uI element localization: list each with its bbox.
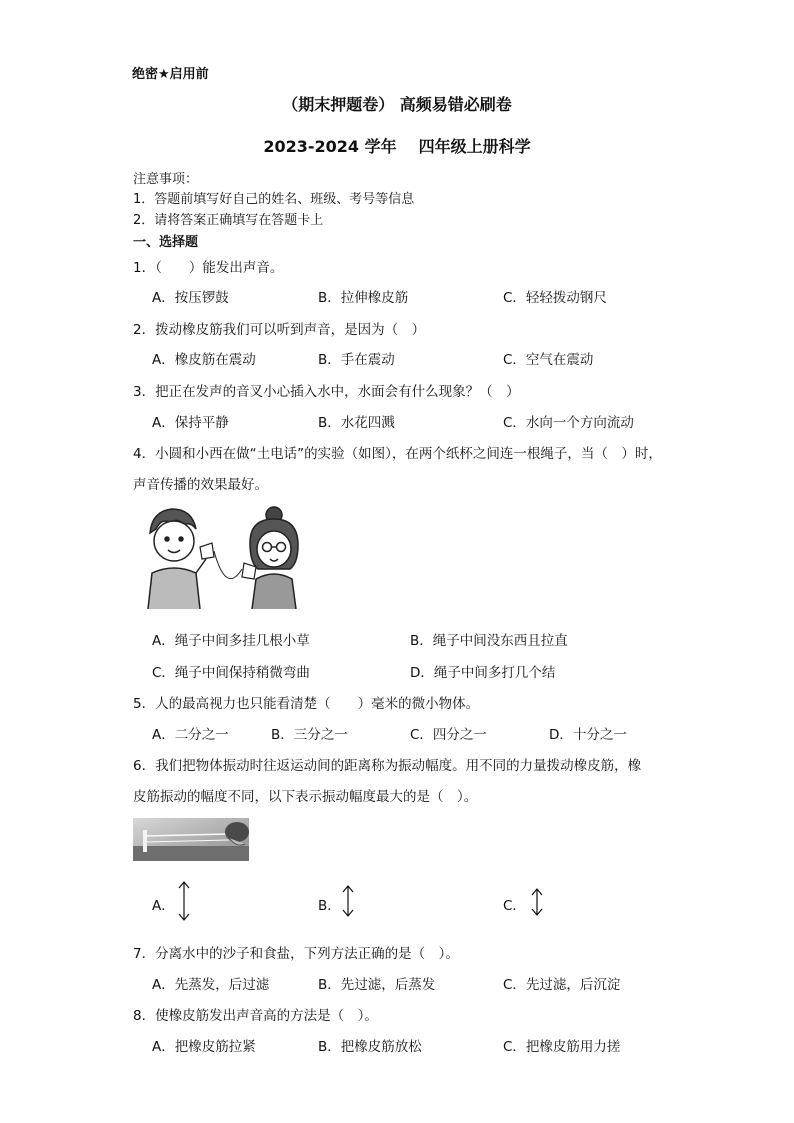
secret-label: 绝密★启用前	[132, 67, 209, 82]
question-4-stem-line1: 4．小圆和小西在做“土电话”的实验（如图），在两个纸杯之间连一根绳子，当（ ）时，	[133, 446, 662, 462]
exam-subtitle	[0, 134, 794, 157]
exam-title: （期末押题卷） 高频易错必刷卷	[282, 95, 512, 114]
paper-cups	[200, 543, 256, 579]
girl-figure	[250, 507, 298, 609]
question-3-stem: 3．把正在发声的音叉小心插入水中，水面会有什么现象？（ ）	[133, 384, 520, 400]
question-5-option-b[interactable]: B．三分之一	[271, 727, 348, 743]
string-line	[214, 551, 242, 579]
question-4-option-d[interactable]: D．绳子中间多打几个结	[410, 665, 556, 681]
question-7-stem: 7．分离水中的沙子和食盐，下列方法正确的是（ ）。	[133, 946, 459, 962]
question-7-option-b[interactable]: B．先过滤，后蒸发	[318, 977, 436, 993]
question-6-option-c[interactable]: C．	[503, 898, 526, 914]
question-7-option-c[interactable]: C．先过滤，后沉淀	[503, 977, 621, 993]
question-7-option-a[interactable]: A．先蒸发，后过滤	[152, 977, 270, 993]
medium-amplitude-arrow-icon	[340, 884, 356, 918]
question-8-option-a[interactable]: A．把橡皮筋拉紧	[152, 1039, 256, 1055]
question-4-option-c[interactable]: C．绳子中间保持稍微弯曲	[152, 665, 310, 681]
small-amplitude-arrow-icon	[529, 887, 545, 917]
question-5-stem: 5．人的最高视力也只能看清楚（ ）毫米的微小物体。	[133, 696, 480, 712]
question-4-option-a[interactable]: A．绳子中间多挂几根小草	[152, 633, 310, 649]
question-6-stem-line2: 皮筋振动的幅度不同，以下表示振动幅度最大的是（ ）。	[133, 789, 478, 805]
subject-name: 四年级上册科学	[418, 137, 531, 156]
question-3-option-c[interactable]: C．水向一个方向流动	[503, 415, 634, 431]
question-5-option-a[interactable]: A．二分之一	[152, 727, 229, 743]
question-8-stem: 8．使橡皮筋发出声音高的方法是（ ）。	[133, 1008, 378, 1024]
question-2-option-c[interactable]: C．空气在震动	[503, 352, 594, 368]
question-5-option-c[interactable]: C．四分之一	[410, 727, 487, 743]
section-heading: 一、选择题	[133, 235, 199, 250]
school-year: 2023-2024 学年	[263, 137, 397, 156]
question-8-option-b[interactable]: B．把橡皮筋放松	[318, 1039, 422, 1055]
question-4-stem-line2: 声音传播的效果最好。	[133, 477, 268, 493]
question-6-stem-line1: 6．我们把物体振动时往返运动间的距离称为振动幅度。用不同的力量拨动橡皮筋，橡	[133, 758, 642, 774]
boy-figure	[148, 509, 206, 609]
question-8-option-c[interactable]: C．把橡皮筋用力搓	[503, 1039, 621, 1055]
question-2-option-a[interactable]: A．橡皮筋在震动	[152, 352, 256, 368]
notes-heading: 注意事项：	[133, 172, 199, 187]
question-2-option-b[interactable]: B．手在震动	[318, 352, 395, 368]
question-1-option-a[interactable]: A．按压锣鼓	[152, 290, 229, 306]
large-amplitude-arrow-icon	[176, 880, 192, 922]
question-5-option-d[interactable]: D．十分之一	[549, 727, 627, 743]
question-1-option-b[interactable]: B．拉伸橡皮筋	[318, 290, 409, 306]
rubber-band-photo	[133, 818, 249, 861]
question-1-option-c[interactable]: C．轻轻拨动钢尺	[503, 290, 607, 306]
tin-can-telephone-illustration	[140, 503, 300, 609]
notes-item: 1．答题前填写好自己的姓名、班级、考号等信息	[133, 192, 415, 207]
question-2-stem: 2．拨动橡皮筋我们可以听到声音，是因为（ ）	[133, 322, 426, 338]
question-3-option-a[interactable]: A．保持平静	[152, 415, 229, 431]
question-6-option-a[interactable]: A．	[152, 898, 175, 914]
question-4-option-b[interactable]: B．绳子中间没东西且拉直	[410, 633, 568, 649]
notes-item: 2．请将答案正确填写在答题卡上	[133, 213, 324, 228]
question-1-stem: 1．（ ）能发出声音。	[133, 260, 284, 276]
question-3-option-b[interactable]: B．水花四溅	[318, 415, 395, 431]
question-6-option-b[interactable]: B．	[318, 898, 341, 914]
